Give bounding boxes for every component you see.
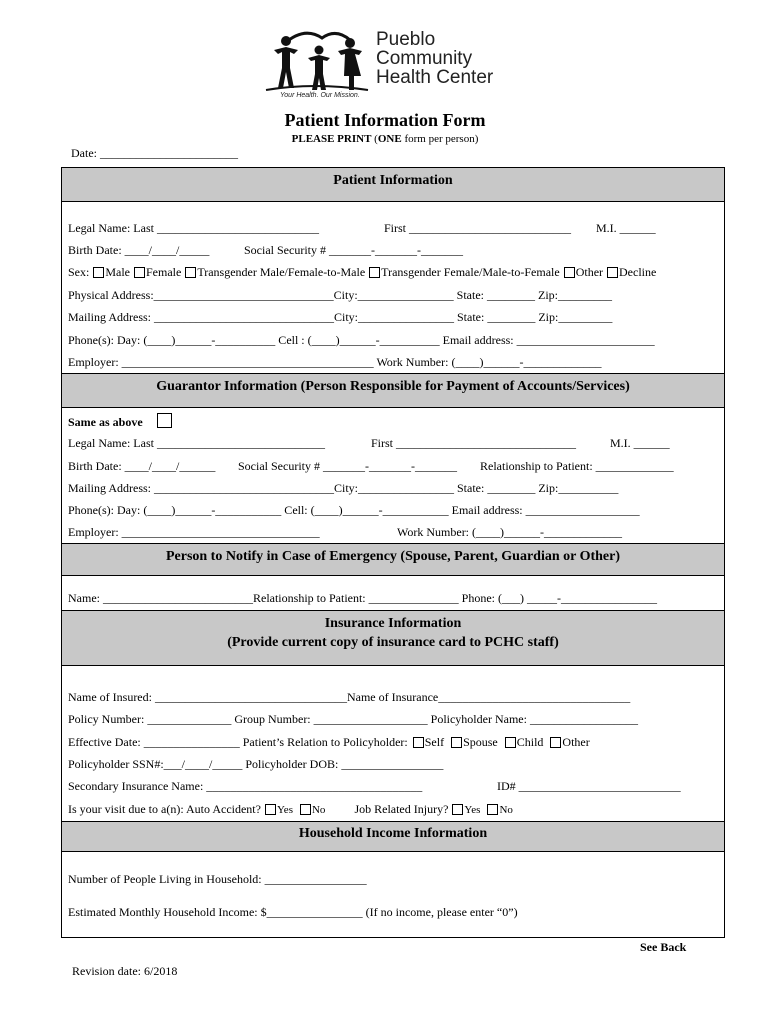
patient-sex-row [68, 265, 656, 280]
insured-name-field[interactable]: Name of Insured: ________________________________Name of Insurance________________________________ [68, 690, 631, 704]
relation-self-checkbox[interactable] [413, 737, 424, 748]
see-back-note: See Back [640, 940, 687, 954]
guarantor-heading: Guarantor Information (Person Responsible for Payment of Accounts/Services) [62, 373, 724, 408]
logo-line-3: Health Center [376, 67, 494, 88]
guarantor-birth-date-field[interactable]: Birth Date: ____/____/______ [68, 459, 216, 473]
date-field[interactable]: Date: _______________________ [71, 146, 238, 160]
logo-line-1: Pueblo [376, 29, 436, 50]
guarantor-first-name-field[interactable]: First ______________________________ [371, 436, 577, 450]
patient-phones-field[interactable]: Phone(s): Day: (____)______-__________ Cell : (____)______-__________ Email address: _______________________ [68, 333, 655, 347]
sex-other-checkbox[interactable] [564, 267, 575, 278]
sex-label: Sex: [68, 265, 90, 279]
relation-self-label: Self [424, 735, 445, 749]
subtitle-one: ONE [377, 133, 402, 145]
relation-child-label: Child [516, 735, 544, 749]
job-yes-checkbox[interactable] [452, 804, 463, 815]
same-as-above-label: Same as above [68, 415, 143, 429]
patient-mi-field[interactable]: M.I. ______ [596, 221, 656, 235]
job-no-label: No [499, 804, 513, 816]
patient-info-heading: Patient Information [62, 167, 724, 202]
sex-male-label: Male [105, 265, 130, 279]
sex-decline-checkbox[interactable] [607, 267, 618, 278]
pchc-logo [264, 28, 504, 110]
same-as-above-checkbox[interactable] [157, 413, 172, 428]
patient-mailing-address-field[interactable]: Mailing Address: ______________________________City:________________ State: ________ Zip:_________ [68, 310, 613, 324]
patient-employer-field[interactable]: Employer: __________________________________________ Work Number: (____)______-_____________ [68, 355, 602, 369]
insurance-heading-note: (Provide current copy of insurance card to PCHC staff) [227, 635, 559, 650]
guarantor-last-name-field[interactable]: Legal Name: Last ____________________________ [68, 436, 325, 450]
job-injury-label: Job Related Injury? [354, 802, 449, 816]
auto-no-checkbox[interactable] [300, 804, 311, 815]
effective-date-row [68, 735, 590, 750]
logo-line-2: Community [376, 48, 473, 69]
effective-date-field[interactable]: Effective Date: ________________ Patient’s Relation to Policyholder: [68, 735, 408, 749]
household-income-field[interactable]: Estimated Monthly Household Income: $________________ (If no income, please enter “0”) [68, 905, 518, 919]
visit-reason-row [68, 802, 513, 817]
subtitle-paren: ( [371, 133, 378, 145]
relation-other-label: Other [562, 735, 590, 749]
auto-yes-label: Yes [276, 804, 293, 816]
relation-spouse-checkbox[interactable] [451, 737, 462, 748]
guarantor-employer-field[interactable]: Employer: _________________________________ [68, 525, 320, 539]
relation-spouse-label: Spouse [463, 735, 498, 749]
page-title: Patient Information Form [284, 110, 486, 130]
auto-no-label: No [311, 804, 326, 816]
logo-tagline: Your Health. Our Mission. [280, 92, 360, 99]
relation-other-checkbox[interactable] [550, 737, 561, 748]
patient-ssn-field[interactable]: Social Security # _______-_______-_______ [244, 243, 463, 257]
guarantor-ssn-field[interactable]: Social Security # _______-_______-_______ [238, 459, 457, 473]
emergency-contact-field[interactable]: Name: _________________________Relationship to Patient: _______________ Phone: (___) _____-________________ [68, 591, 657, 605]
sex-trans-male-checkbox[interactable] [185, 267, 196, 278]
subtitle-please-print: PLEASE PRINT [291, 133, 372, 145]
guarantor-mi-field[interactable]: M.I. ______ [610, 436, 670, 450]
auto-accident-label: Is your visit due to a(n): Auto Accident? [68, 802, 261, 816]
family-figures-icon [264, 28, 374, 94]
patient-first-name-field[interactable]: First ___________________________ [384, 221, 572, 235]
insurance-heading [62, 610, 724, 666]
sex-other-label: Other [575, 265, 604, 279]
sex-female-checkbox[interactable] [134, 267, 145, 278]
patient-last-name-field[interactable]: Legal Name: Last ___________________________ [68, 221, 319, 235]
revision-date: Revision date: 6/2018 [72, 964, 178, 978]
secondary-id-field[interactable]: ID# ___________________________ [497, 779, 681, 793]
job-yes-label: Yes [464, 804, 481, 816]
job-no-checkbox[interactable] [487, 804, 498, 815]
secondary-insurance-field[interactable]: Secondary Insurance Name: ____________________________________ [68, 779, 423, 793]
relation-child-checkbox[interactable] [505, 737, 516, 748]
patient-birth-date-field[interactable]: Birth Date: ____/____/_____ [68, 243, 210, 257]
policyholder-ssn-field[interactable]: Policyholder SSN#:___/____/_____ Policyholder DOB: _________________ [68, 757, 444, 771]
policy-number-field[interactable]: Policy Number: ______________ Group Number: ___________________ Policyholder Name: __________________ [68, 712, 638, 726]
sex-trans-male-label: Transgender Male/Female-to-Male [197, 265, 366, 279]
auto-yes-checkbox[interactable] [265, 804, 276, 815]
sex-male-checkbox[interactable] [93, 267, 104, 278]
patient-physical-address-field[interactable]: Physical Address:______________________________City:________________ State: ________ Zip:_________ [68, 288, 612, 302]
logo-wordmark [376, 30, 493, 87]
emergency-heading: Person to Notify in Case of Emergency (Spouse, Parent, Guardian or Other) [62, 543, 724, 576]
sex-trans-female-label: Transgender Female/Male-to-Female [381, 265, 560, 279]
page-subtitle [0, 133, 770, 145]
sex-decline-label: Decline [619, 265, 657, 279]
household-people-field[interactable]: Number of People Living in Household: _________________ [68, 872, 367, 886]
sex-trans-female-checkbox[interactable] [369, 267, 380, 278]
insurance-heading-title: Insurance Information [324, 616, 462, 631]
guarantor-work-number-field[interactable]: Work Number: (____)______-_____________ [397, 525, 623, 539]
guarantor-relationship-field[interactable]: Relationship to Patient: _____________ [480, 459, 674, 473]
subtitle-per-person: form per person) [401, 133, 479, 145]
guarantor-phones-field[interactable]: Phone(s): Day: (____)______-___________ Cell: (____)______-___________ Email address: ___________________ [68, 503, 640, 517]
sex-female-label: Female [146, 265, 182, 279]
household-heading: Household Income Information [62, 821, 724, 852]
guarantor-mailing-address-field[interactable]: Mailing Address: ______________________________City:________________ State: ________ Zip:__________ [68, 481, 619, 495]
